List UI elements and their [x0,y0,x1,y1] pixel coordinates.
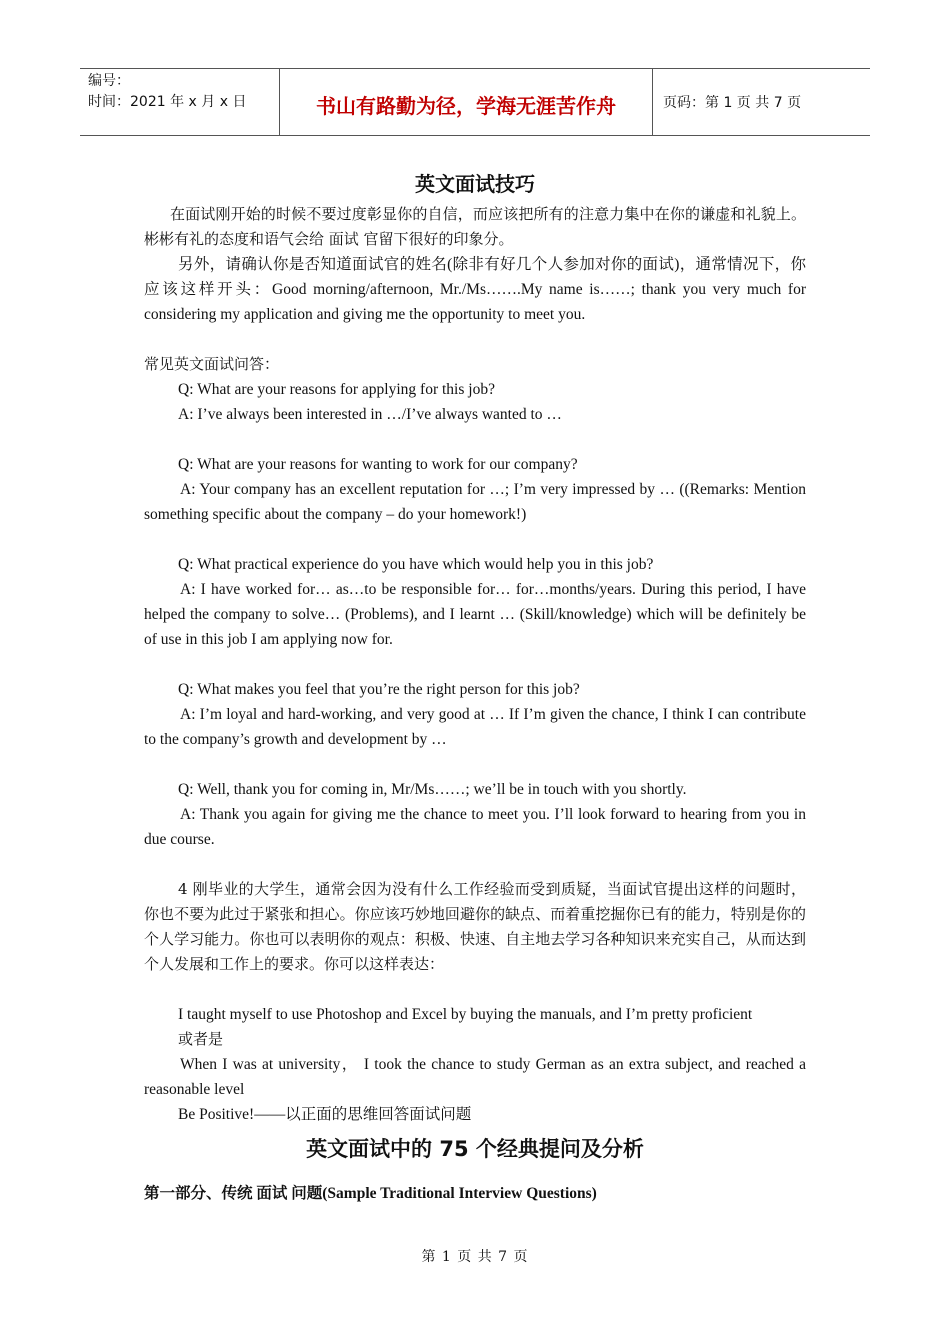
question-4: Q: What makes you feel that you’re the right person for this job? [178,681,580,698]
example-2: When I was at university， I took the chance to study German as an extra subject, and reached a reasonable level [144,1056,806,1098]
or-label: 或者是 [178,1030,224,1048]
answer-2: A: Your company has an excellent reputation for …; I’m very impressed by … ((Remarks: Mention something specific about the company – do your homework!) [144,481,806,523]
tip-4-paragraph: 4 刚毕业的大学生，通常会因为没有什么工作经验而受到质疑，当面试官提出这样的问题时，你也不要为此过于紧张和担心。你应该巧妙地回避你的缺点、而着重挖掘你已有的能力，特别是你的个人学习能力。你也可以表明你的观点：积极、快速、自主地去学习各种知识来充实自己，从而达到个人发展和工作上的要求。你可以这样表达： [144,880,806,973]
page-footer: 第 1 页 共 7 页 [421,1249,529,1265]
doc-title: 英文面试技巧 [415,172,535,196]
question-3: Q: What practical experience do you have which would help you in this job? [178,556,654,573]
header-info-cell [80,69,280,135]
header-motto: 书山有路勤为径，学海无涯苦作舟 [280,69,653,135]
document-header [80,68,870,136]
answer-3: A: I have worked for… as…to be responsible for… for…months/years. During this period, I have helped the company to solve… (Problems), and I learnt … (Skill/knowledge) which will be definitely be of use in this job I am applying now for. [144,581,806,648]
question-2: Q: What are your reasons for wanting to work for our company? [178,456,578,473]
answer-1: A: I’ve always been interested in …/I’ve always wanted to … [178,406,562,423]
intro-paragraph-2: 另外，请确认你是否知道面试官的姓名(除非有好几个人参加对你的面试)，通常情况下，你应该这样开头：Good morning/afternoon, Mr./Ms…….My name is……; thank you very much for considering my application and giving me the opportunity to meet you. [144,256,806,323]
question-1: Q: What are your reasons for applying for this job? [178,381,495,398]
time-label: 时间：2021 年 x 月 x 日 [88,94,247,110]
header-page-label: 页码：第 1 页 共 7 页 [663,95,802,111]
question-5: Q: Well, thank you for coming in, Mr/Ms……; we’ll be in touch with you shortly. [178,781,687,798]
answer-5: A: Thank you again for giving me the chance to meet you. I’ll look forward to hearing from you in due course. [144,806,806,848]
example-1: I taught myself to use Photoshop and Excel by buying the manuals, and I’m pretty proficient [178,1006,753,1023]
be-positive-line: Be Positive!——以正面的思维回答面试问题 [178,1106,472,1123]
answer-4: A: I’m loyal and hard-working, and very good at … If I’m given the chance, I think I can contribute to the company’s growth and development by … [144,706,806,748]
intro-paragraph-1: 在面试刚开始的时候不要过度彰显你的自信，而应该把所有的注意力集中在你的谦虚和礼貌上。彬彬有礼的态度和语气会给 面试 官留下很好的印象分。 [144,205,806,248]
number-label: 编号： [88,73,130,89]
section-title: 英文面试中的 75 个经典提问及分析 [306,1137,644,1161]
document-body [144,168,806,1221]
qa-heading: 常见英文面试问答： [144,355,280,373]
part-1-heading: 第一部分、传统 面试 问题(Sample Traditional Interview Questions) [144,1184,597,1202]
